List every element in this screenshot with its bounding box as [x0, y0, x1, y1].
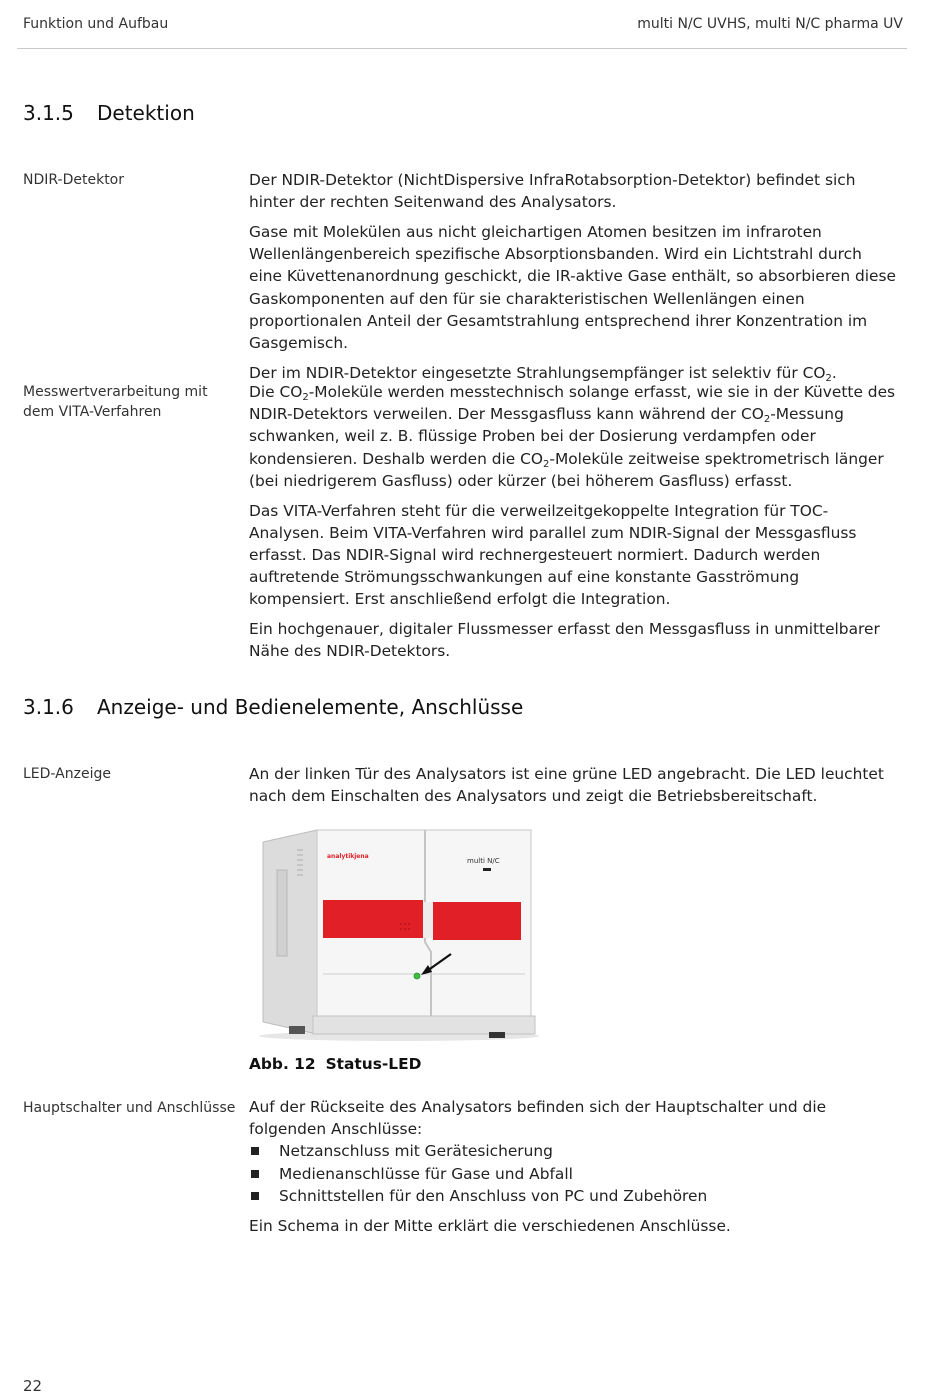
paragraph: Das VITA-Verfahren steht für die verweilzeitgekoppelte Integration für TOC-Analysen. Beim VITA-Verfahren wird parallel zum NDIR-Signal der Messgasfluss erfasst. Das NDIR-Signal wird rechnergesteuert normiert. Dadurch werden auftretende Strömungsschwankungen auf eine konstante Gasströmung kompensiert. Erst anschließend erfolgt die Integration.	[249, 501, 857, 609]
connection-list	[249, 1140, 899, 1207]
section-number: 3.1.5	[23, 101, 74, 125]
figure-number: Abb. 12	[249, 1055, 316, 1073]
running-header-product: multi N/C UVHS, multi N/C pharma UV	[637, 16, 903, 32]
paragraph: Der NDIR-Detektor (NichtDispersive InfraRotabsorption-Detektor) befindet sich hinter der rechten Seitenwand des Analysators.	[249, 171, 856, 212]
margin-label-led: LED-Anzeige	[23, 766, 111, 782]
figure-title: Status-LED	[325, 1055, 422, 1073]
section-title: Detektion	[97, 101, 195, 125]
bullet-square-icon	[251, 1192, 259, 1200]
analyzer-illustration	[249, 822, 549, 1044]
margin-label-vita: Messwertverarbeitung mit dem VITA-Verfahren	[23, 384, 208, 420]
paragraph: Die $CO_2$-Moleküle werden messtechnisch solange erfasst, wie sie in der Küvette des NDIR-Detektors verweilen. Der Messgasfluss kann während der $CO_2$-Messung schwanken, weil z. B. flüssige Proben bei der Dosierung verdampfen oder kondensieren. Deshalb werden die $CO_2$-Moleküle zeitweise spektrometrisch länger (bei niedrigerem Gasfluss) oder kürzer (bei höherem Gasfluss) erfasst.	[249, 383, 896, 490]
paragraph: Gase mit Molekülen aus nicht gleichartigen Atomen besitzen im infraroten Wellenlängenbereich spezifische Absorptionsbanden. Wird ein Lichtstrahl durch eine Küvettenanordnung geschickt, die IR-aktive Gase enthält, so absorbieren diese Gaskomponenten auf den für sie charakteristischen Wellenlängen einen proportionalen Anteil der Gesamtstrahlung entsprechend ihrer Konzentration im Gasgemisch.	[249, 223, 896, 353]
vita-text-block	[249, 381, 899, 670]
svg-text:multi N/C: multi N/C	[467, 857, 500, 865]
list-item: Medienanschlüsse für Gase und Abfall	[249, 1163, 899, 1185]
bullet-square-icon	[251, 1147, 259, 1155]
bullet-square-icon	[251, 1170, 259, 1178]
section-heading-anzeige	[23, 695, 523, 719]
analyzer-photo	[249, 822, 549, 1044]
section-title: Anzeige- und Bedienelemente, Anschlüsse	[97, 695, 524, 719]
header-divider	[17, 48, 907, 49]
list-item: Netzanschluss mit Gerätesicherung	[249, 1140, 899, 1162]
hauptschalter-text-block	[249, 1096, 899, 1244]
paragraph: Ein hochgenauer, digitaler Flussmesser erfasst den Messgasfluss in unmittelbarer Nähe des NDIR-Detektors.	[249, 620, 880, 661]
paragraph: Auf der Rückseite des Analysators befinden sich der Hauptschalter und die folgenden Anschlüsse:	[249, 1098, 827, 1139]
page-number: 22	[23, 1377, 43, 1395]
paragraph: Der im NDIR-Detektor eingesetzte Strahlungsempfänger ist selektiv für $CO_2$.	[249, 363, 837, 384]
section-heading-detektion	[23, 101, 195, 125]
led-text-block	[249, 763, 899, 815]
paragraph: An der linken Tür des Analysators ist eine grüne LED angebracht. Die LED leuchtet nach dem Einschalten des Analysators und zeigt die Betriebsbereitschaft.	[249, 765, 884, 806]
figure-caption	[249, 1055, 421, 1073]
running-header-chapter: Funktion und Aufbau	[23, 16, 169, 32]
margin-label-hauptschalter: Hauptschalter und Anschlüsse	[23, 1100, 236, 1116]
svg-text:analytikjena: analytikjena	[327, 853, 369, 860]
list-item: Schnittstellen für den Anschluss von PC und Zubehören	[249, 1185, 899, 1207]
paragraph: Ein Schema in der Mitte erklärt die verschiedenen Anschlüsse.	[249, 1216, 731, 1235]
ndir-text-block	[249, 169, 899, 392]
margin-label-ndir: NDIR-Detektor	[23, 172, 125, 188]
section-number: 3.1.6	[23, 695, 74, 719]
